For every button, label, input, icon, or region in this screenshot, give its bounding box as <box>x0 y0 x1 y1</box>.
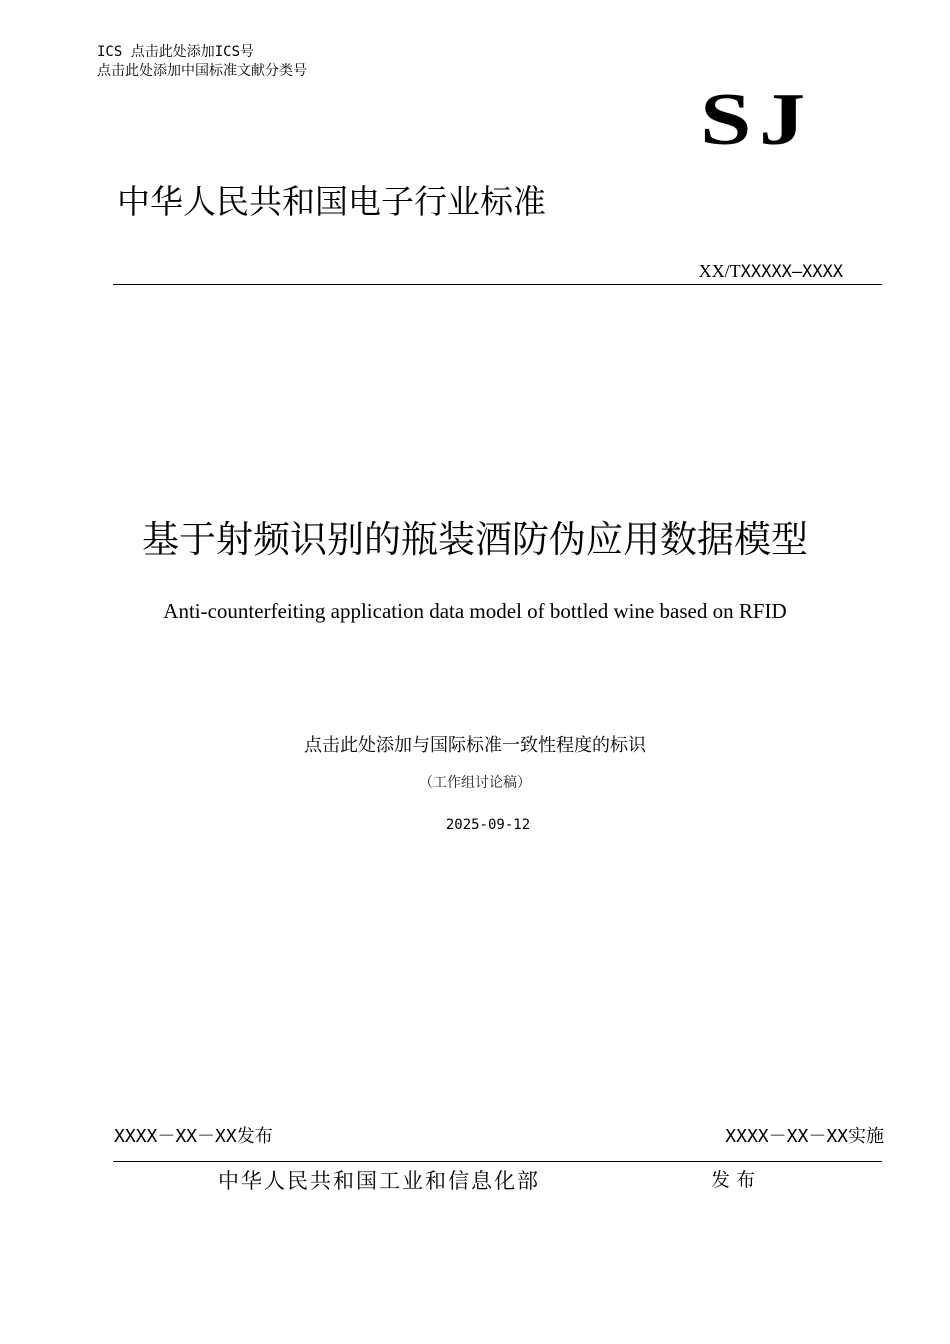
ics-number[interactable]: ICS 点击此处添加ICS号 <box>97 44 255 60</box>
implement-date: XXXX－XX－XX实施 <box>725 1126 884 1147</box>
standard-number-prefix: XX/T <box>698 261 741 281</box>
issue-label: 发布 <box>711 1169 762 1191</box>
document-title-en: Anti-counterfeiting application data model of bottled wine based on RFID <box>163 599 787 623</box>
standard-number <box>699 259 843 284</box>
standard-number-value: XXXXX—XXXX <box>740 262 843 282</box>
sj-logo: SJ <box>700 79 813 161</box>
consistency-note[interactable]: 点击此处添加与国际标准一致性程度的标识 <box>304 735 646 756</box>
issue-date: XXXX－XX－XX发布 <box>114 1126 273 1147</box>
header-divider <box>113 284 882 285</box>
ccs-number[interactable]: 点击此处添加中国标准文献分类号 <box>97 63 307 79</box>
industry-standard-name: 中华人民共和国电子行业标准 <box>117 182 546 221</box>
document-title-zh: 基于射频识别的瓶装酒防伪应用数据模型 <box>142 518 808 561</box>
draft-date: 2025-09-12 <box>445 817 531 833</box>
issuing-authority: 中华人民共和国工业和信息化部 <box>218 1169 540 1193</box>
draft-stage: （工作组讨论稿） <box>419 775 531 791</box>
footer-divider <box>113 1161 882 1162</box>
